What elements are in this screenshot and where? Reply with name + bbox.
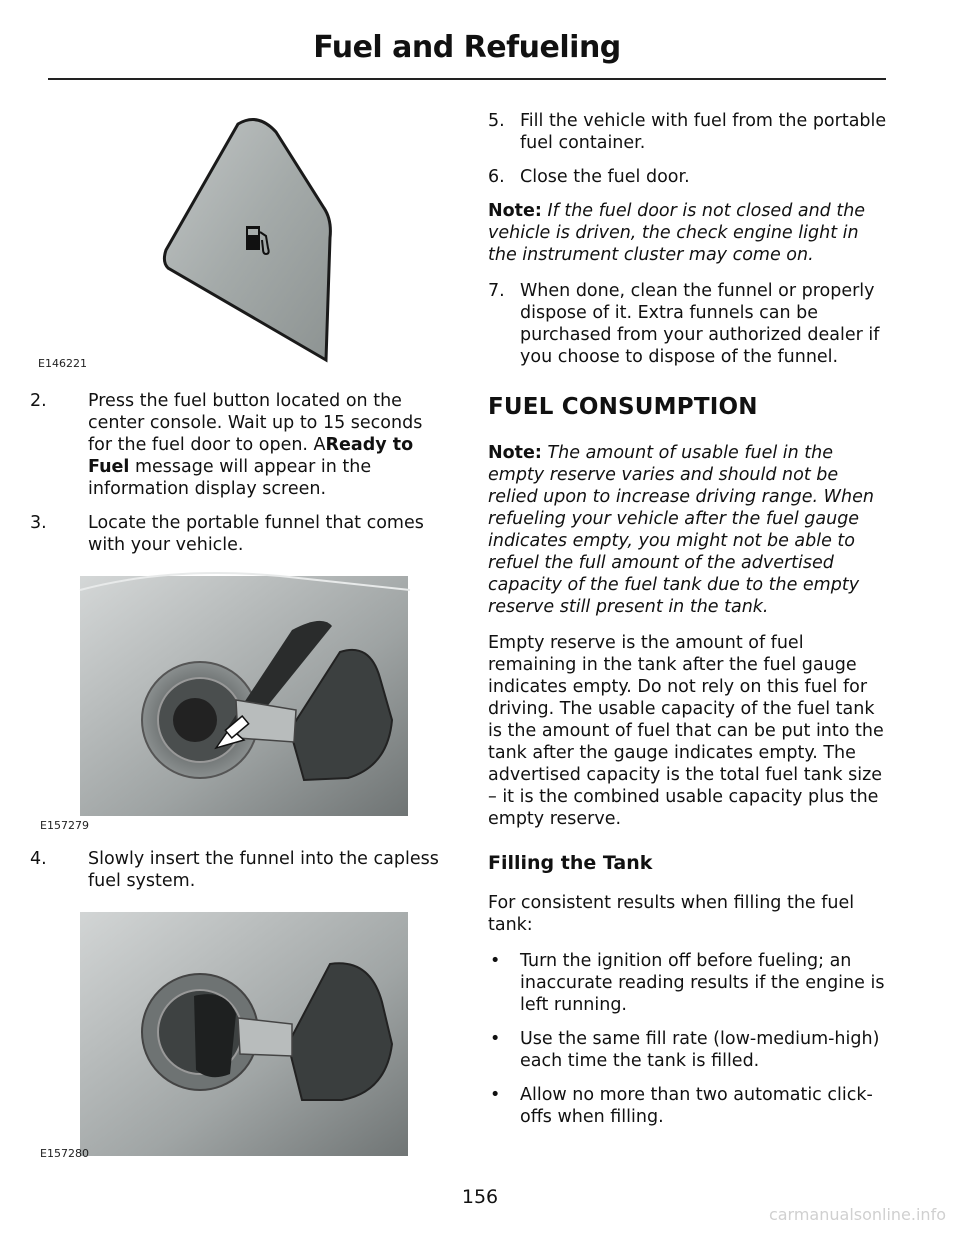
step-6 (488, 166, 888, 188)
step-text: Press the fuel button located on the center console. Wait up to 15 seconds for the fuel door to open. A (88, 391, 423, 455)
figure-code: E157279 (40, 819, 89, 832)
step-text: Fill the vehicle with fuel from the portable fuel container. (520, 111, 887, 153)
step-number: 7. (488, 281, 505, 301)
fuel-door-illustration (30, 98, 450, 370)
step-text: When done, clean the funnel or properly dispose of it. Extra funnels can be purchased from your authorized dealer if you choose to dispose of the funnel. (520, 281, 880, 367)
step-3 (30, 512, 450, 556)
page-header (48, 28, 886, 80)
step-number: 3. (30, 513, 47, 533)
page-title: Fuel and Refueling (313, 30, 621, 65)
watermark: carmanualsonline.info (768, 1205, 946, 1224)
bullet-text: Allow no more than two automatic click-offs when filling. (520, 1085, 873, 1127)
funnel-photo (30, 570, 450, 824)
step-text: Locate the portable funnel that comes with your vehicle. (88, 513, 424, 555)
step-number: 4. (30, 849, 47, 869)
list-item (488, 1084, 888, 1128)
step-7 (488, 280, 888, 368)
note-text: If the fuel door is not closed and the vehicle is driven, the check engine light in the instrument cluster may come on. (488, 201, 866, 265)
bullet-marker: • (490, 951, 501, 971)
figure-code: E146221 (38, 357, 87, 370)
note-text: The amount of usable fuel in the empty reserve varies and should not be relied upon to increase driving range. When refueling your vehicle after the fuel gauge indicates empty, you might not be able to refuel the full amount of the advertised capacity of the fuel tank due to the empty reserve still present in the tank. (488, 443, 874, 617)
figure-fuel-door (30, 98, 450, 370)
step-text: Close the fuel door. (520, 167, 690, 187)
section-heading: FUEL CONSUMPTION (488, 394, 758, 420)
empty-reserve-paragraph: Empty reserve is the amount of fuel remaining in the tank after the fuel gauge indicates empty. Do not rely on this fuel for driving. The usable capacity of the fuel tank is the amount of fuel that can be put into the tank after the gauge indicates empty. The advertised capacity is the total fuel tank size – it is the combined usable capacity plus the empty reserve. (488, 633, 884, 829)
list-item (488, 1028, 888, 1072)
step-2 (30, 390, 450, 500)
note-label: Note: (488, 201, 542, 221)
step-number: 6. (488, 167, 505, 187)
figure-funnel-location (30, 570, 450, 832)
step-text: Slowly insert the funnel into the capless fuel system. (88, 849, 439, 891)
bullet-text: Use the same fill rate (low-medium-high) each time the tank is filled. (520, 1029, 880, 1071)
step-text-cont: message will appear in the information display screen. (88, 457, 372, 499)
note-fuel-door (488, 200, 888, 266)
left-column (30, 98, 450, 1164)
bullet-marker: • (490, 1029, 501, 1049)
page-number: 156 (461, 1186, 499, 1208)
bullet-text: Turn the ignition off before fueling; an inaccurate reading results if the engine is left running. (520, 951, 885, 1015)
right-column (488, 110, 888, 1140)
funnel-inserted-photo (30, 904, 450, 1164)
filling-intro: For consistent results when filling the fuel tank: (488, 893, 855, 935)
step-number: 5. (488, 111, 505, 131)
bullet-marker: • (490, 1085, 501, 1105)
step-number: 2. (30, 391, 47, 411)
step-bold-text: Ready to Fuel (88, 435, 414, 477)
list-item (488, 950, 888, 1016)
figure-funnel-inserted (30, 904, 450, 1164)
step-5 (488, 110, 888, 154)
figure-code: E157280 (40, 1147, 89, 1160)
note-label: Note: (488, 443, 542, 463)
subsection-heading: Filling the Tank (488, 852, 653, 874)
step-4 (30, 848, 450, 892)
note-empty-reserve (488, 442, 888, 618)
